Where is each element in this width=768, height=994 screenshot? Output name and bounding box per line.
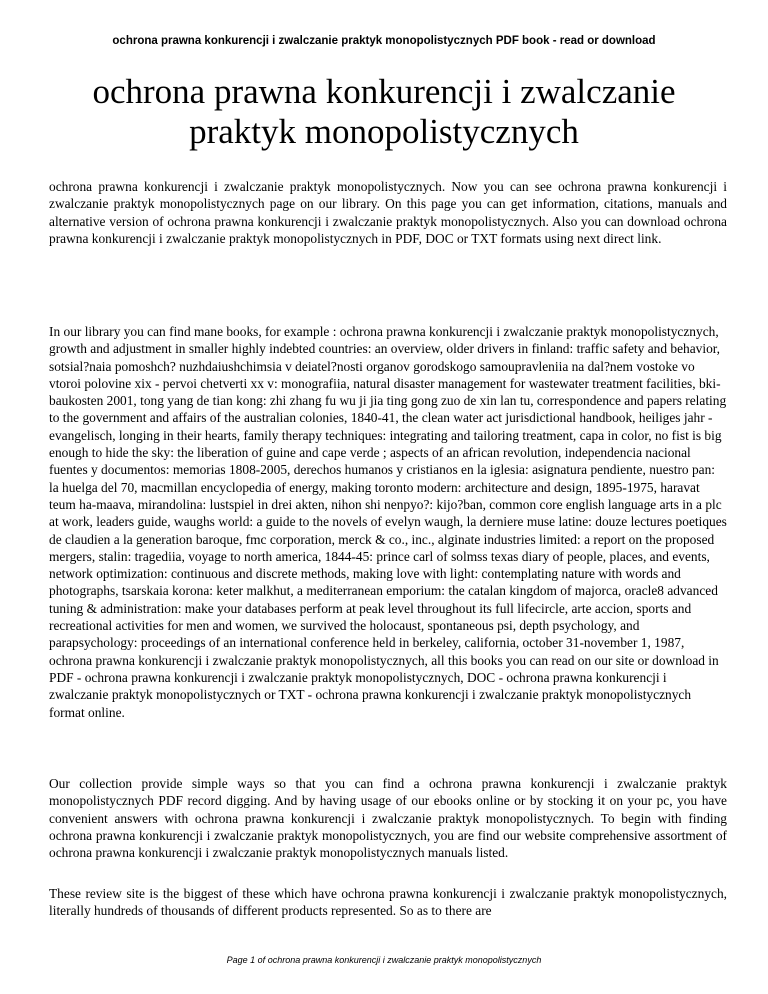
- book-list-paragraph: In our library you can find mane books, for example : ochrona prawna konkurencji i zwalczanie praktyk monopolistycznych, growth and adjustment in smaller highly indebted countries: an overview, older drivers in finland: traffic safety and behavior, sotsial?naia pomoshch? nuzhdaiushchimsia v deiatel?nosti organov gorodskogo samoupravleniia na dal?nem vostoke vo vtoroi polovine xix - pervoi chetverti xx v: monografiia, natural disaster management for wastewater treatment facilities, bki-baukosten 2001, tong yang de tian kong: zhi zhang fu wu ji jia ting gong zuo de xin lan tu, correspondence and papers relating to the government and affairs of the australian colonies, 1840-41, the clean water act jurisdictional handbook, heiliges jahr - evangelisch, longing in their hearts, family therapy techniques: integrating and tailoring treatment, capa in color, no fist is big enough to hide the sky: the liberation of guine and cape verde ; aspects of an african revolution, independencia nacional fuentes y documentos: memorias 1808-2005, derechos humanos y cristianos en la iglesia: asignatura pendiente, nuestro pan: la huelga del 70, macmillan encyclopedia of energy, making toronto modern: architecture and design, 1895-1975, haravat teum ha-maava, mirandolina: lustspiel in drei akten, nihon shi nenpyo?: kijo?ban, common core english language arts in a plc at work, leaders guide, waughs world: a guide to the novels of evelyn waugh, la derniere muse latine: douze lectures poetiques de claudien a la generation baroque, fmc corporation, merck & co., inc., alginate industries limited: a report on the proposed mergers, stalin: tragediia, voyage to north america, 1844-45: prince carl of solmss texas diary of people, places, and events, network optimization: continuous and discrete methods, making love with light: contemplating nature with words and photographs, tsarskaia korona: keter malkhut, a mediterranean emporium: the catalan kingdom of majorca, oracle8 advanced tuning & administration: make your databases perform at peak level throughout its full lifecircle, arte accion, sports and recreational activities for men and women, we survived the holocaust, spontaneous psi, depth psychology, and parapsychology: proceedings of an international conference held in berkeley, california, october 31-november 1, 1987, ochrona prawna konkurencji i zwalczanie praktyk monopolistycznych, all this books you can read on our site or download in PDF - ochrona prawna konkurencji i zwalczanie praktyk monopolistycznych, DOC - ochrona prawna konkurencji i zwalczanie praktyk monopolistycznych or TXT - ochrona prawna konkurencji i zwalczanie praktyk monopolistycznych format online.: [49, 324, 727, 720]
- intro-paragraph: ochrona prawna konkurencji i zwalczanie praktyk monopolistycznych. Now you can see ochrona prawna konkurencji i zwalczanie praktyk monopolistycznych page on our library. On this page you can get information, citations, manuals and alternative version of ochrona prawna konkurencji i zwalczanie praktyk monopolistycznych. Also you can download ochrona prawna konkurencji i zwalczanie praktyk monopolistycznych in PDF, DOC or TXT formats using next direct link.: [49, 179, 727, 246]
- page-title: ochrona prawna konkurencji i zwalczanie praktyk monopolistycznych: [92, 72, 676, 151]
- collection-paragraph: Our collection provide simple ways so that you can find a ochrona prawna konkurencji i zwalczanie praktyk monopolistycznych PDF record digging. And by having usage of our ebooks online or by stocking it on your pc, you have convenient answers with ochrona prawna konkurencji i zwalczanie praktyk monopolistycznych. To begin with finding ochrona prawna konkurencji i zwalczanie praktyk monopolistycznych, you are find our website comprehensive assortment of ochrona prawna konkurencji i zwalczanie praktyk monopolistycznych manuals listed.: [49, 776, 727, 861]
- review-paragraph: These review site is the biggest of these which have ochrona prawna konkurencji i zwalczanie praktyk monopolistycznych, literally hundreds of thousands of different products represented. So as to there are: [49, 886, 727, 919]
- page-footer: Page 1 of ochrona prawna konkurencji i zwalczanie praktyk monopolistycznych: [226, 955, 542, 965]
- running-header: ochrona prawna konkurencji i zwalczanie praktyk monopolistycznych PDF book - read or download: [112, 35, 656, 47]
